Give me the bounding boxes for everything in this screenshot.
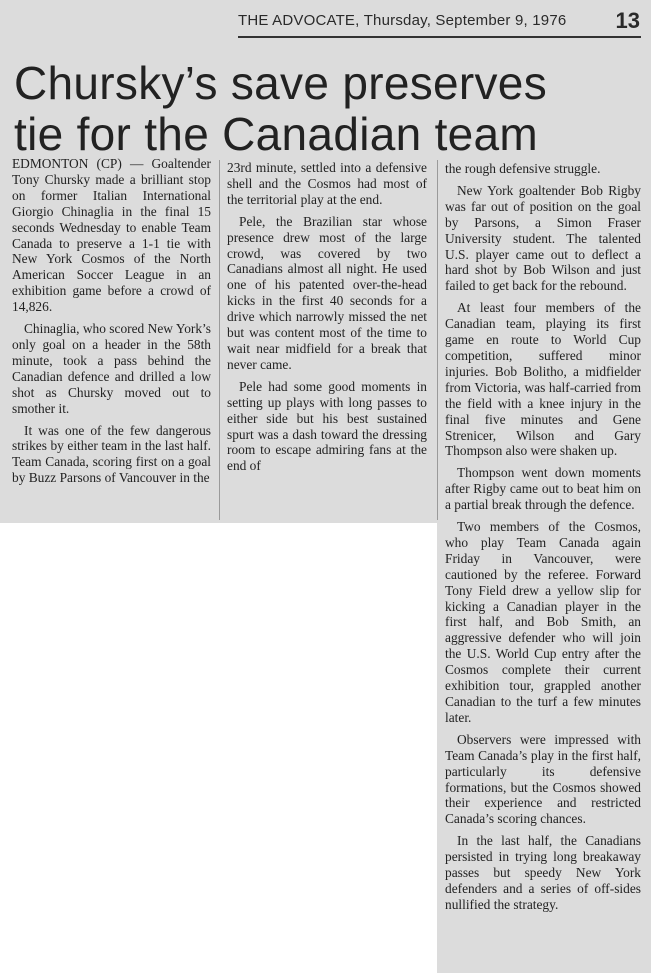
- article-column-2: [227, 160, 427, 480]
- paragraph: Pele had some good moments in setting up plays with long passes to either side but his best sustained spurt was a dash toward the dressing room to escape admiring fans at the end of: [227, 378, 427, 474]
- article-column-1: [12, 156, 211, 492]
- masthead: [238, 8, 640, 34]
- paragraph: At least four members of the Canadian team, playing its first game en route to World Cup competition, suffered minor injuries. Bob Bolitho, a midfielder from Victoria, was half-carried from the field with a knee injury in the final five minutes and Gene Strenicer, Wilson and Gary Thompson also were shaken up.: [445, 300, 641, 459]
- paragraph: the rough defensive struggle.: [445, 161, 601, 176]
- masthead-rule: [238, 36, 641, 38]
- paragraph: Observers were impressed with Team Canada’s play in the first half, particularly its defensive formations, but the Cosmos showed their experience and restricted Canada’s scoring chances.: [445, 731, 641, 827]
- page-number: 13: [615, 8, 640, 33]
- paragraph: EDMONTON (CP) — Goaltender Tony Chursky made a brilliant stop on former Italian International Giorgio Chinaglia in the final 15 seconds Wednesday to enable Team Canada to preserve a 1-1 tie with New York Cosmos of the North American Soccer League in an exhibition game before a crowd of 14,826.: [12, 156, 211, 315]
- headline-line-2: tie for the Canadian team: [14, 108, 539, 160]
- publication-name: THE ADVOCATE,: [238, 12, 360, 29]
- paragraph: 23rd minute, settled into a defensive shell and the Cosmos had most of the territorial play at the end.: [227, 160, 427, 207]
- headline: [14, 58, 644, 160]
- article-column-3: [445, 161, 641, 919]
- headline-line-1: Chursky’s save preserves: [14, 57, 547, 109]
- paragraph: New York goaltender Bob Rigby was far out of position on the goal by Parsons, a Simon Fraser University student. The talented U.S. player came out to deflect a hard shot by Bob Wilson and just failed to get back for the rebound.: [445, 182, 641, 294]
- paragraph: It was one of the few dangerous strikes by either team in the last half. Team Canada, scoring first on a goal by Buzz Parsons of Vancouver in the: [12, 422, 211, 486]
- column-divider-1: [219, 160, 220, 520]
- paragraph: Two members of the Cosmos, who play Team Canada again Friday in Vancouver, were cautioned by the referee. Forward Tony Field drew a yellow slip for kicking a Canadian player in the first half, and Bob Smith, an aggressive defender who will join the U.S. World Cup entry after the Cosmos complete their current exhibition tour, grappled another Canadian to the turf a few minutes later.: [445, 519, 641, 725]
- paragraph: Thompson went down moments after Rigby came out to beat him on a partial break through the defence.: [445, 465, 641, 513]
- paragraph: Chinaglia, who scored New York’s only goal on a header in the 58th minute, took a pass behind the Canadian defence and drilled a low shot as Chursky moved out to smother it.: [12, 321, 211, 416]
- issue-date: Thursday, September 9, 1976: [363, 12, 567, 29]
- paragraph: Pele, the Brazilian star whose presence drew most of the large crowd, was covered by two Canadians almost all night. He used one of his patented over-the-head kicks in the first 40 seconds for a drive which narrowly missed the net but was content most of the time to wait near midfield for a break that never came.: [227, 213, 427, 372]
- column-divider-2: [437, 160, 438, 520]
- paragraph: In the last half, the Canadians persisted in trying long breakaway passes but speedy New York defenders and a series of off-sides nullified the strategy.: [445, 833, 641, 912]
